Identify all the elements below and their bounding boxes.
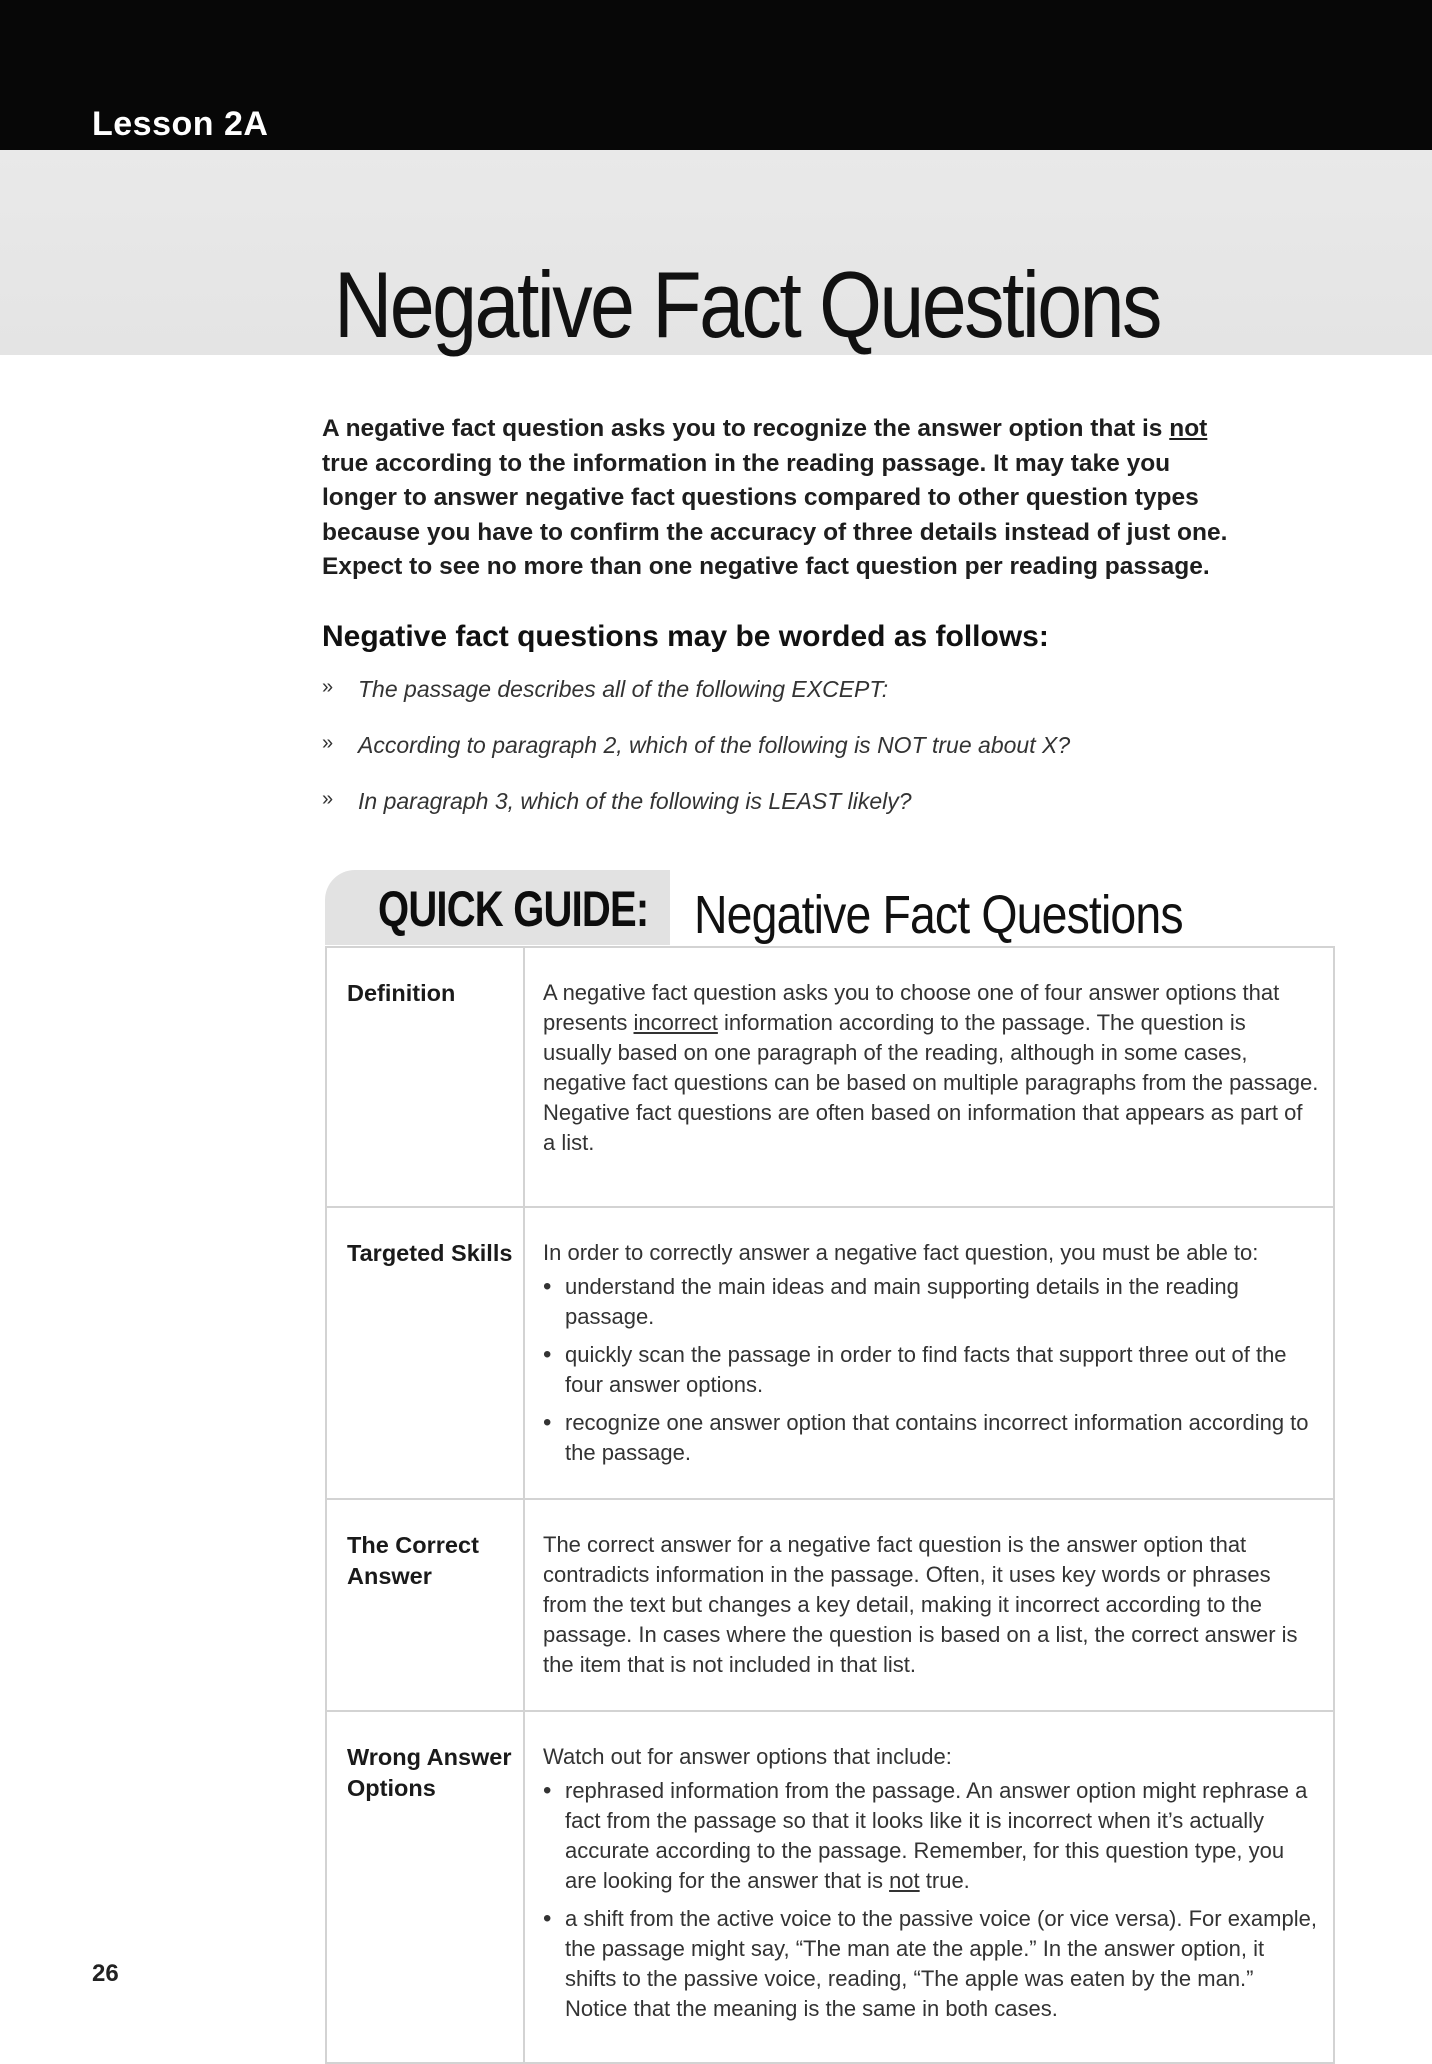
- guide-row-wrong-options: [326, 1711, 1334, 2063]
- intro-text-start: A negative fact question asks you to recognize the answer option that is: [322, 415, 1170, 442]
- quick-guide-label: QUICK GUIDE:: [378, 881, 649, 937]
- example-question-list: [322, 676, 1222, 844]
- wording-heading: Negative fact questions may be worded as follows:: [322, 620, 1049, 653]
- example-question: [322, 676, 1222, 732]
- bullet-marker-icon: »: [322, 788, 334, 810]
- definition-emphasis: incorrect: [633, 1010, 718, 1035]
- list-item: • quickly scan the passage in order to find facts that support three out of the four answer options.: [543, 1340, 1319, 1400]
- bullet-marker-icon: »: [322, 676, 334, 698]
- intro-paragraph: [322, 412, 1242, 585]
- bullet-marker-icon: »: [322, 732, 334, 754]
- guide-description: [524, 947, 1334, 1207]
- wrong-options-list: [543, 1776, 1319, 2024]
- page-number: 26: [92, 1960, 119, 1987]
- quick-guide-table: [325, 946, 1335, 2064]
- skills-list: [543, 1272, 1319, 1468]
- wrong-options-intro: Watch out for answer options that include:: [543, 1744, 952, 1769]
- page-title: Negative Fact Questions: [334, 252, 1160, 357]
- wrong-option-text-start: rephrased information from the passage. An answer option might rephrase a fact from the passage so that it looks like it is incorrect when it’s actually accurate according to the passage. Remember, for this question type, you are looking for the answer that is: [565, 1778, 1308, 1893]
- guide-term: Targeted Skills: [326, 1207, 524, 1499]
- guide-row-targeted-skills: [326, 1207, 1334, 1499]
- wrong-option-text-end: true.: [919, 1868, 970, 1893]
- guide-term: Wrong Answer Options: [326, 1711, 524, 2063]
- example-question: [322, 788, 1222, 844]
- list-item: [543, 1776, 1319, 1896]
- guide-description: [524, 1207, 1334, 1499]
- guide-description: [524, 1711, 1334, 2063]
- definition-text-end: information according to the passage. The question is usually based on one paragraph of the reading, although in some cases, negative fact questions can be based on multiple paragraphs from the passage. Negative fact questions are often based on information that appears as part of a list.: [543, 1010, 1319, 1155]
- example-question: [322, 732, 1222, 788]
- guide-row-correct-answer: [326, 1499, 1334, 1711]
- example-question-text: In paragraph 3, which of the following is LEAST likely?: [358, 788, 912, 814]
- example-question-text: The passage describes all of the following EXCEPT:: [358, 676, 889, 702]
- skills-intro: In order to correctly answer a negative fact question, you must be able to:: [543, 1240, 1259, 1265]
- lesson-label: Lesson 2A: [92, 105, 269, 143]
- list-item: • understand the main ideas and main supporting details in the reading passage.: [543, 1272, 1319, 1332]
- list-item: • recognize one answer option that contains incorrect information according to the passage.: [543, 1408, 1319, 1468]
- guide-term: The Correct Answer: [326, 1499, 524, 1711]
- example-question-text: According to paragraph 2, which of the following is NOT true about X?: [358, 732, 1071, 758]
- guide-term: Definition: [326, 947, 524, 1207]
- guide-description: The correct answer for a negative fact question is the answer option that contradicts information in the passage. Often, it uses key words or phrases from the text but changes a key detail, making it incorrect according to the passage. In cases where the question is based on a list, the correct answer is the item that is not included in that list.: [524, 1499, 1334, 1711]
- guide-row-definition: [326, 947, 1334, 1207]
- quick-guide-title: Negative Fact Questions: [694, 885, 1183, 945]
- intro-text-end: true according to the information in the reading passage. It may take you longer to answer negative fact questions compared to other question types because you have to confirm the accuracy of three details instead of just one. Expect to see no more than one negative fact question per reading passage.: [322, 449, 1228, 580]
- intro-emphasis-not: not: [1169, 415, 1208, 442]
- list-item: • a shift from the active voice to the passive voice (or vice versa). For example, the passage might say, “The man ate the apple.” In the answer option, it shifts to the passive voice, reading, “The apple was eaten by the man.” Notice that the meaning is the same in both cases.: [543, 1904, 1319, 2024]
- wrong-option-emphasis: not: [889, 1868, 920, 1893]
- definition-text-start: A negative fact question asks you to choose one of four answer options that presents: [543, 980, 1280, 1035]
